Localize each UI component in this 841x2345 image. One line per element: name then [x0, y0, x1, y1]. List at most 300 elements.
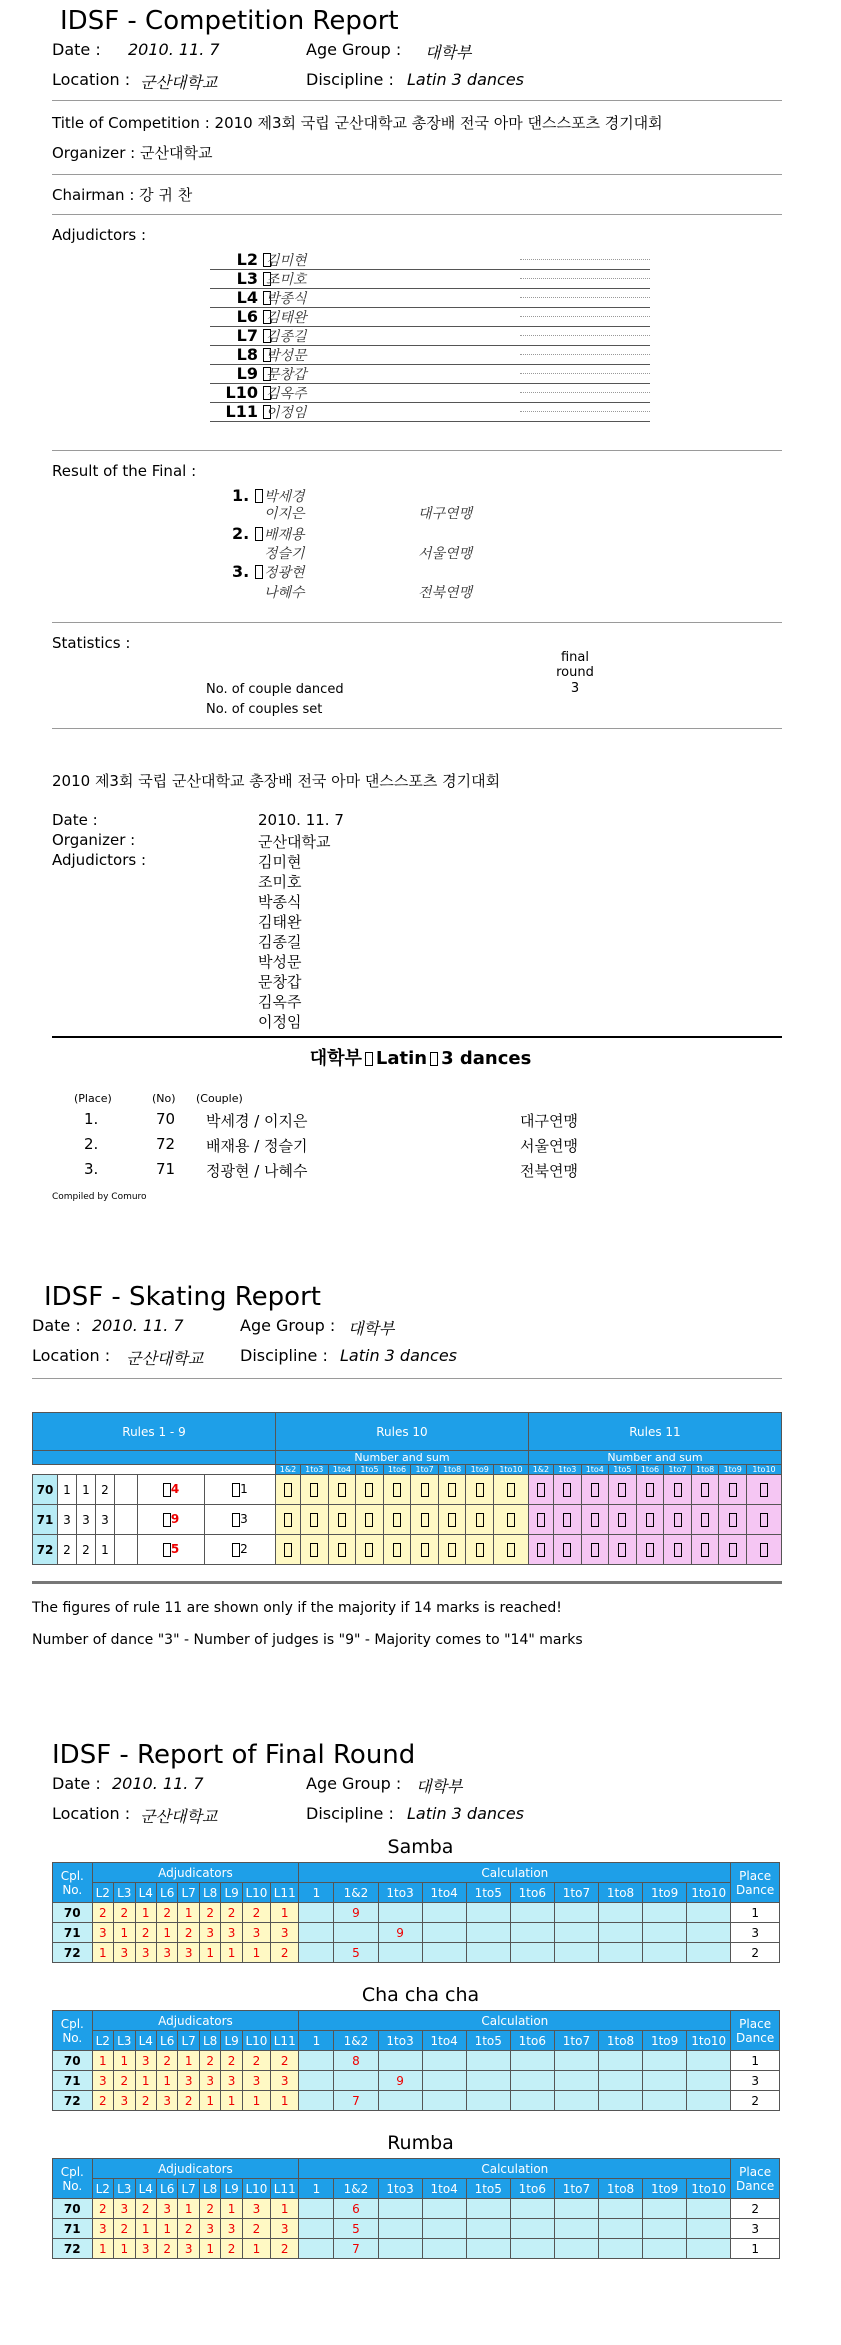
sk-mark: 3	[58, 1505, 77, 1535]
fr-calc	[598, 1943, 642, 1963]
skating-row	[33, 1535, 782, 1565]
fr-calc	[510, 1903, 554, 1923]
summary-adj-name: 김미현	[258, 853, 302, 871]
sub-header: 1to4	[328, 1465, 356, 1475]
fr-couple-no: 70	[53, 2199, 93, 2219]
hdr-adj-code: L11	[271, 2179, 299, 2199]
summary-adj-name: 김옥주	[258, 993, 302, 1011]
divider	[52, 728, 782, 729]
final-round-table	[52, 2158, 780, 2259]
hdr-adj-code: L10	[242, 1883, 270, 1903]
skating-note-1: The figures of rule 11 are shown only if the majority if 14 marks is reached!	[32, 1600, 562, 1616]
fr-calc	[687, 2091, 731, 2111]
sub-header: 1to10	[494, 1465, 529, 1475]
hdr-calc-col: 1to8	[598, 2031, 642, 2051]
fr-mark: 2	[135, 2091, 156, 2111]
fr-mark: 2	[271, 2239, 299, 2259]
fr-mark: 1	[114, 1923, 135, 1943]
adj-name: 조미호	[266, 272, 307, 288]
summary-adj-name: 박종식	[258, 893, 302, 911]
final-round-row	[53, 1923, 780, 1943]
fr-calc	[554, 2199, 598, 2219]
summary-no: 71	[156, 1160, 176, 1178]
fr-mark: 2	[92, 1903, 113, 1923]
fr-mark: 3	[199, 2219, 220, 2239]
hdr-calc-col: 1to5	[466, 2179, 510, 2199]
hdr-calc-col: 1	[299, 2179, 334, 2199]
fr-mark: 3	[135, 1943, 156, 1963]
sub-header: 1to3	[553, 1465, 581, 1475]
fr-mark: 3	[114, 1943, 135, 1963]
fr-calc	[554, 2071, 598, 2091]
fr-mark: 3	[135, 2051, 156, 2071]
fr-mark: 2	[221, 2051, 242, 2071]
hdr-calc-col: 1to7	[554, 1883, 598, 1903]
summary-adj-name: 문창갑	[258, 973, 302, 991]
final-round-table	[52, 1862, 780, 1963]
fr-calc	[687, 1923, 731, 1943]
result-club: 대구연맹	[418, 506, 473, 522]
dance-title: Samba	[387, 1836, 454, 1858]
adj-code: L3	[236, 269, 258, 288]
fr-mark: 2	[114, 2071, 135, 2091]
fr-mark: 2	[135, 1923, 156, 1943]
fr-age-label: Age Group :	[306, 1774, 402, 1793]
fr-calc: 7	[334, 2091, 378, 2111]
fr-couple-no: 71	[53, 2219, 93, 2239]
competition-title-line	[52, 112, 663, 133]
couples-set-label: No. of couples set	[206, 702, 323, 717]
fr-calc	[510, 2091, 554, 2111]
final-round-header-1: final	[560, 650, 589, 665]
adjudicator-row	[210, 402, 650, 422]
summary-title: 2010 제3회 국립 군산대학교 총장배 전국 아마 댄스스포츠 경기대회	[52, 772, 501, 790]
fr-mark: 1	[242, 2239, 270, 2259]
fr-place: 1	[731, 2239, 780, 2259]
adj-code: L8	[236, 345, 258, 364]
fr-mark: 2	[199, 2199, 220, 2219]
fr-age: 대학부	[416, 1777, 463, 1796]
fr-couple-no: 72	[53, 1943, 93, 1963]
fr-calc	[554, 2051, 598, 2071]
hdr-calc-col: 1	[299, 2031, 334, 2051]
hdr-adj-code: L3	[114, 2179, 135, 2199]
fr-calc	[598, 1903, 642, 1923]
fr-calc	[687, 1903, 731, 1923]
result-place: 3.	[232, 562, 250, 581]
fr-mark: 3	[242, 2199, 270, 2219]
fr-calc	[299, 1903, 334, 1923]
fr-couple-no: 71	[53, 2071, 93, 2091]
fr-mark: 2	[156, 1903, 177, 1923]
fr-calc	[510, 1923, 554, 1943]
fr-calc	[687, 2219, 731, 2239]
hdr-adj-code: L7	[178, 2179, 199, 2199]
fr-mark: 3	[178, 2071, 199, 2091]
summary-adj-label: Adjudictors :	[52, 851, 146, 869]
sub-header: 1to6	[636, 1465, 664, 1475]
discipline-label: Discipline :	[306, 70, 394, 89]
divider	[52, 214, 782, 215]
sk-location-label: Location :	[32, 1346, 111, 1365]
fr-calc	[643, 1923, 687, 1943]
sub-header: 1to8	[438, 1465, 466, 1475]
rules10-header: Rules 10	[276, 1413, 529, 1451]
fr-discipline: Latin 3 dances	[407, 1804, 525, 1823]
rules10-number-sum: Number and sum	[276, 1451, 529, 1465]
fr-mark: 2	[156, 2051, 177, 2071]
final-round-table	[52, 2010, 780, 2111]
fr-mark: 2	[221, 2239, 242, 2259]
fr-mark: 2	[178, 2219, 199, 2239]
result-label: Result of the Final :	[52, 462, 197, 480]
sub-header: 1to8	[691, 1465, 719, 1475]
fr-mark: 3	[114, 2091, 135, 2111]
fr-calc	[466, 2091, 510, 2111]
fr-calc	[598, 2199, 642, 2219]
fr-mark: 3	[221, 2071, 242, 2091]
location-label: Location :	[52, 70, 131, 89]
fr-mark: 2	[271, 1943, 299, 1963]
fr-calc	[299, 2219, 334, 2239]
result-club: 전북연맹	[418, 585, 473, 601]
fr-mark: 1	[242, 1943, 270, 1963]
fr-calc	[422, 2219, 466, 2239]
result-place: 1.	[232, 486, 250, 505]
hdr-adj-code: L11	[271, 2031, 299, 2051]
compiled-by: Compiled by Comuro	[52, 1192, 147, 1202]
hdr-adjudicators: Adjudicators	[92, 2159, 299, 2179]
summary-place: 2.	[84, 1135, 99, 1153]
category-style: Latin	[375, 1048, 428, 1069]
divider	[52, 622, 782, 623]
result-leader: 배재용	[264, 527, 305, 543]
divider	[32, 1378, 782, 1379]
fr-mark: 3	[271, 2219, 299, 2239]
adjudicator-row	[210, 345, 650, 365]
sub-header: 1&2	[528, 1465, 553, 1475]
hdr-cpl: Cpl.	[60, 1868, 84, 1883]
final-round-row	[53, 1903, 780, 1923]
fr-mark: 2	[92, 2091, 113, 2111]
fr-mark: 1	[135, 2219, 156, 2239]
hdr-calculation: Calculation	[299, 2159, 731, 2179]
fr-mark: 1	[114, 2051, 135, 2071]
dance-title: Rumba	[387, 2132, 454, 2154]
fr-calc: 9	[334, 1903, 378, 1923]
organizer-value: 군산대학교	[139, 144, 213, 162]
hdr-adjudicators: Adjudicators	[92, 1863, 299, 1883]
fr-calc	[554, 1943, 598, 1963]
fr-mark: 3	[156, 1943, 177, 1963]
fr-calc	[643, 2091, 687, 2111]
col-couple-header: (Couple)	[196, 1092, 243, 1105]
final-round-row	[53, 2219, 780, 2239]
hdr-calc-col: 1to3	[378, 1883, 422, 1903]
fr-discipline-label: Discipline :	[306, 1804, 394, 1823]
summary-organizer: 군산대학교	[258, 833, 331, 851]
fr-mark: 1	[92, 2239, 113, 2259]
fr-calc	[554, 2239, 598, 2259]
final-round-row	[53, 2091, 780, 2111]
hdr-adj-code: L7	[178, 1883, 199, 1903]
chairman-value: 강 귀 찬	[139, 186, 193, 204]
fr-calc	[643, 1903, 687, 1923]
adjudicator-row	[210, 364, 650, 384]
fr-place: 3	[731, 2071, 780, 2091]
hdr-adjudicators: Adjudicators	[92, 2011, 299, 2031]
fr-couple-no: 70	[53, 1903, 93, 1923]
sk-age: 대학부	[348, 1319, 395, 1338]
fr-mark: 3	[114, 2199, 135, 2219]
hdr-adj-code: L2	[92, 1883, 113, 1903]
fr-calc	[510, 2071, 554, 2091]
hdr-adj-code: L9	[221, 2179, 242, 2199]
fr-calc	[598, 2239, 642, 2259]
fr-calc	[422, 2071, 466, 2091]
adjudicators-label: Adjudictors :	[52, 226, 146, 244]
fr-location-label: Location :	[52, 1804, 131, 1823]
fr-calc	[687, 2199, 731, 2219]
adjudicator-row	[210, 288, 650, 308]
adj-code: L9	[236, 364, 258, 383]
hdr-calc-col: 1	[299, 1883, 334, 1903]
fr-calc	[643, 2071, 687, 2091]
sk-place: 2	[240, 1542, 248, 1557]
fr-calc	[554, 2219, 598, 2239]
fr-calc	[687, 2239, 731, 2259]
fr-mark: 2	[156, 2239, 177, 2259]
summary-adj-name: 조미호	[258, 873, 302, 891]
fr-calc	[598, 2051, 642, 2071]
fr-mark: 1	[92, 1943, 113, 1963]
summary-club: 서울연맹	[520, 1137, 578, 1155]
sub-header: 1to3	[301, 1465, 329, 1475]
fr-calc	[299, 2091, 334, 2111]
summary-club: 대구연맹	[520, 1112, 578, 1130]
summary-divider	[52, 1036, 782, 1038]
sk-mark: 1	[77, 1475, 96, 1505]
fr-mark: 3	[221, 2219, 242, 2239]
hdr-calc-col: 1to8	[598, 2179, 642, 2199]
fr-calc	[598, 2219, 642, 2239]
fr-mark: 3	[178, 1943, 199, 1963]
fr-place: 2	[731, 2091, 780, 2111]
hdr-calculation: Calculation	[299, 2011, 731, 2031]
fr-mark: 2	[135, 2199, 156, 2219]
fr-mark: 1	[156, 1923, 177, 1943]
fr-mark: 1	[156, 2219, 177, 2239]
fr-calc	[378, 2051, 422, 2071]
fr-mark: 3	[221, 1923, 242, 1943]
fr-calc	[299, 2239, 334, 2259]
rules11-header: Rules 11	[528, 1413, 781, 1451]
hdr-adj-code: L6	[156, 2179, 177, 2199]
fr-mark: 2	[178, 2091, 199, 2111]
fr-mark: 3	[242, 1923, 270, 1943]
skating-divider	[32, 1581, 782, 1584]
fr-calc	[422, 2239, 466, 2259]
sub-header: 1to9	[719, 1465, 747, 1475]
divider	[52, 100, 782, 101]
final-round-row	[53, 2199, 780, 2219]
fr-calc	[643, 2239, 687, 2259]
fr-calc	[334, 1923, 378, 1943]
location-value: 군산대학교	[140, 73, 218, 92]
summary-place: 1.	[84, 1110, 99, 1128]
hdr-adj-code: L8	[199, 1883, 220, 1903]
result-follower: 정슬기	[264, 546, 305, 562]
adj-code: L10	[225, 383, 258, 402]
fr-calc	[510, 2239, 554, 2259]
hdr-calculation: Calculation	[299, 1863, 731, 1883]
fr-calc	[466, 2071, 510, 2091]
fr-mark: 1	[156, 2071, 177, 2091]
title-value: 2010 제3회 국립 군산대학교 총장배 전국 아마 댄스스포츠 경기대회	[214, 114, 663, 132]
fr-mark: 3	[178, 2239, 199, 2259]
fr-place: 1	[731, 1903, 780, 1923]
summary-no: 70	[156, 1110, 176, 1128]
hdr-calc-col: 1to6	[510, 1883, 554, 1903]
summary-couple: 배재용 / 정슬기	[206, 1137, 308, 1155]
summary-date-label: Date :	[52, 811, 98, 829]
final-round-row	[53, 1943, 780, 1963]
sk-date-label: Date :	[32, 1316, 81, 1335]
hdr-calc-col: 1&2	[334, 2031, 378, 2051]
fr-mark: 3	[199, 1923, 220, 1943]
fr-calc	[687, 2051, 731, 2071]
final-round-row	[53, 2239, 780, 2259]
hdr-calc-col: 1to3	[378, 2179, 422, 2199]
discipline-value: Latin 3 dances	[407, 70, 525, 89]
skating-row	[33, 1505, 782, 1535]
box-icon	[365, 1052, 373, 1066]
fr-couple-no: 70	[53, 2051, 93, 2071]
hdr-calc-col: 1to6	[510, 2031, 554, 2051]
fr-mark: 2	[221, 1903, 242, 1923]
fr-mark: 1	[92, 2051, 113, 2071]
box-icon	[255, 565, 263, 579]
hdr-calc-col: 1to3	[378, 2031, 422, 2051]
sk-couple-no: 71	[33, 1505, 58, 1535]
hdr-adj-code: L9	[221, 2031, 242, 2051]
adjudicator-row	[210, 250, 650, 270]
fr-calc	[510, 1943, 554, 1963]
hdr-dance: Dance	[736, 2178, 775, 2193]
adj-name: 김태완	[266, 310, 307, 326]
fr-mark: 1	[271, 2091, 299, 2111]
sk-mark: 2	[96, 1475, 115, 1505]
hdr-dance: Dance	[736, 1882, 775, 1897]
fr-calc	[299, 2051, 334, 2071]
adj-code: L4	[236, 288, 258, 307]
couples-danced-label: No. of couple danced	[206, 682, 344, 697]
title-label: Title of Competition :	[52, 114, 210, 132]
fr-calc	[422, 2051, 466, 2071]
fr-calc	[554, 1923, 598, 1943]
hdr-dance: Dance	[736, 2030, 775, 2045]
fr-mark: 1	[271, 2199, 299, 2219]
fr-place: 1	[731, 2051, 780, 2071]
sk-sum: 4	[170, 1482, 180, 1497]
hdr-calc-col: 1to5	[466, 2031, 510, 2051]
adj-code: L11	[225, 402, 258, 421]
fr-calc	[554, 2091, 598, 2111]
fr-mark: 3	[156, 2091, 177, 2111]
fr-calc	[299, 2199, 334, 2219]
age-group-value: 대학부	[425, 43, 472, 62]
fr-calc	[422, 1923, 466, 1943]
final-round-title: IDSF - Report of Final Round	[52, 1740, 416, 1770]
col-no-header: (No)	[152, 1092, 176, 1105]
final-round-header-2: round	[556, 665, 594, 680]
fr-mark: 2	[271, 2051, 299, 2071]
divider	[52, 450, 782, 451]
sk-sum: 9	[170, 1512, 180, 1527]
sk-couple-no: 70	[33, 1475, 58, 1505]
sub-header: 1to7	[411, 1465, 439, 1475]
summary-organizer-label: Organizer :	[52, 831, 136, 849]
fr-mark: 1	[178, 1903, 199, 1923]
fr-calc: 9	[378, 1923, 422, 1943]
divider	[52, 174, 782, 175]
sub-header: 1to4	[581, 1465, 609, 1475]
fr-calc	[299, 1923, 334, 1943]
fr-mark: 1	[178, 2199, 199, 2219]
fr-mark: 2	[92, 2199, 113, 2219]
fr-calc	[687, 1943, 731, 1963]
fr-couple-no: 72	[53, 2239, 93, 2259]
fr-calc	[466, 2239, 510, 2259]
hdr-calc-col: 1&2	[334, 2179, 378, 2199]
hdr-adj-code: L8	[199, 2179, 220, 2199]
adj-code: L7	[236, 326, 258, 345]
adj-name: 김미현	[266, 253, 307, 269]
fr-calc	[378, 2219, 422, 2239]
fr-mark: 1	[199, 1943, 220, 1963]
sub-header: 1to7	[664, 1465, 692, 1475]
fr-mark: 3	[271, 1923, 299, 1943]
hdr-calc-col: 1to9	[643, 2031, 687, 2051]
adj-name: 김종길	[266, 329, 307, 345]
fr-mark: 2	[199, 2051, 220, 2071]
hdr-calc-col: 1to4	[422, 2179, 466, 2199]
fr-calc	[378, 2239, 422, 2259]
organizer-label: Organizer :	[52, 144, 136, 162]
fr-mark: 3	[156, 2199, 177, 2219]
skating-table	[32, 1412, 782, 1565]
result-place: 2.	[232, 524, 250, 543]
result-follower: 나혜수	[264, 585, 305, 601]
fr-mark: 3	[271, 2071, 299, 2091]
organizer-line	[52, 142, 212, 163]
hdr-adj-code: L8	[199, 2031, 220, 2051]
fr-mark: 1	[178, 2051, 199, 2071]
sk-mark: 1	[96, 1535, 115, 1565]
adjudicator-row	[210, 383, 650, 403]
fr-mark: 1	[135, 1903, 156, 1923]
summary-club: 전북연맹	[520, 1162, 578, 1180]
sk-discipline: Latin 3 dances	[340, 1346, 458, 1365]
adj-code: L6	[236, 307, 258, 326]
category-dances: 3 dances	[441, 1048, 532, 1069]
sub-header: 1to10	[746, 1465, 781, 1475]
sk-age-label: Age Group :	[240, 1316, 336, 1335]
fr-calc	[299, 2071, 334, 2091]
fr-mark: 3	[199, 2071, 220, 2091]
fr-mark: 2	[114, 2219, 135, 2239]
hdr-adj-code: L11	[271, 1883, 299, 1903]
